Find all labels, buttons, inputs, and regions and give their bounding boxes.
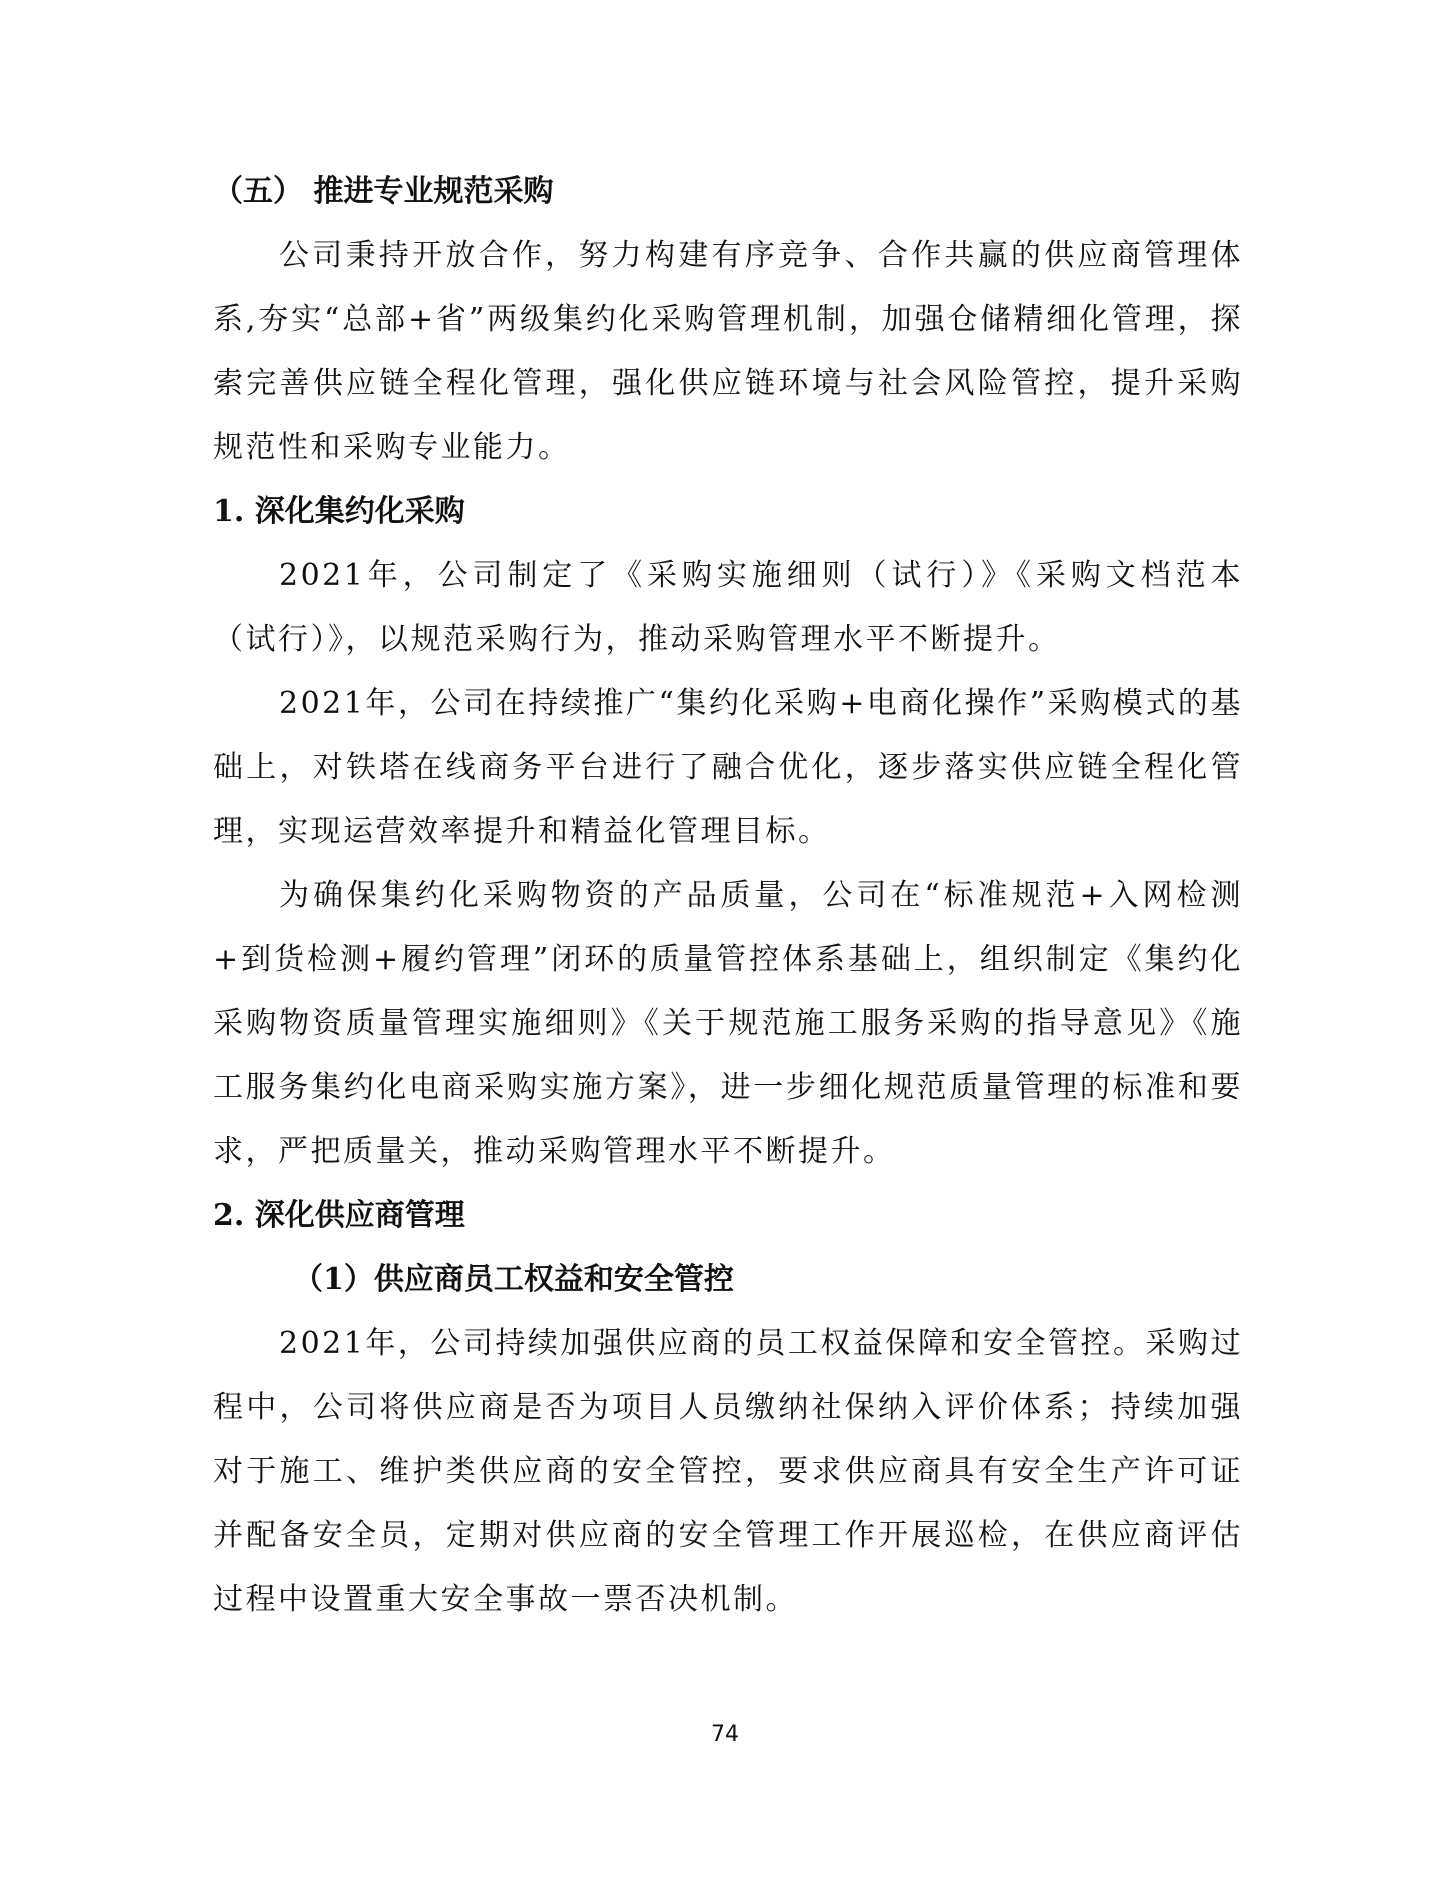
paragraph: 2021年，公司持续加强供应商的员工权益保障和安全管控。采购过程中，公司将供应商是否为项目人员缴纳社保纳入评价体系；持续加强对于施工、维护类供应商的安全管控，要求供应商具有安全生产许可证并配备安全员，定期对供应商的安全管理工作开展巡检，在供应商评估过程中设置重大安全事故一票否决机制。: [213, 1326, 1243, 1617]
subsection-heading-2: 2. 深化供应商管理: [213, 1198, 465, 1233]
subsection-heading-1: 1. 深化集约化采购: [213, 494, 465, 529]
intro-paragraph: 公司秉持开放合作，努力构建有序竞争、合作共赢的供应商管理体系,夯实“总部+省”两级集约化采购管理机制，加强仓储精细化管理，探索完善供应链全程化管理，强化供应链环境与社会风险管控，提升采购规范性和采购专业能力。: [213, 238, 1243, 465]
paragraph: 2021年，公司在持续推广“集约化采购+电商化操作”采购模式的基础上，对铁塔在线商务平台进行了融合优化，逐步落实供应链全程化管理，实现运营效率提升和精益化管理目标。: [213, 686, 1243, 849]
item-heading-1: （1）供应商员工权益和安全管控: [293, 1262, 734, 1297]
paragraph: 为确保集约化采购物资的产品质量，公司在“标准规范+入网检测+到货检测+履约管理”闭环的质量管控体系基础上，组织制定《集约化采购物资质量管理实施细则》《关于规范施工服务采购的指导意见》《施工服务集约化电商采购实施方案》，进一步细化规范质量管理的标准和要求，严把质量关，推动采购管理水平不断提升。: [213, 878, 1243, 1169]
document-page: [213, 160, 1243, 1632]
page-number: 74: [711, 1722, 739, 1747]
paragraph: 2021年，公司制定了《采购实施细则（试行）》《采购文档范本（试行）》，以规范采购行为，推动采购管理水平不断提升。: [213, 558, 1243, 657]
section-heading: （五） 推进专业规范采购: [213, 174, 554, 209]
